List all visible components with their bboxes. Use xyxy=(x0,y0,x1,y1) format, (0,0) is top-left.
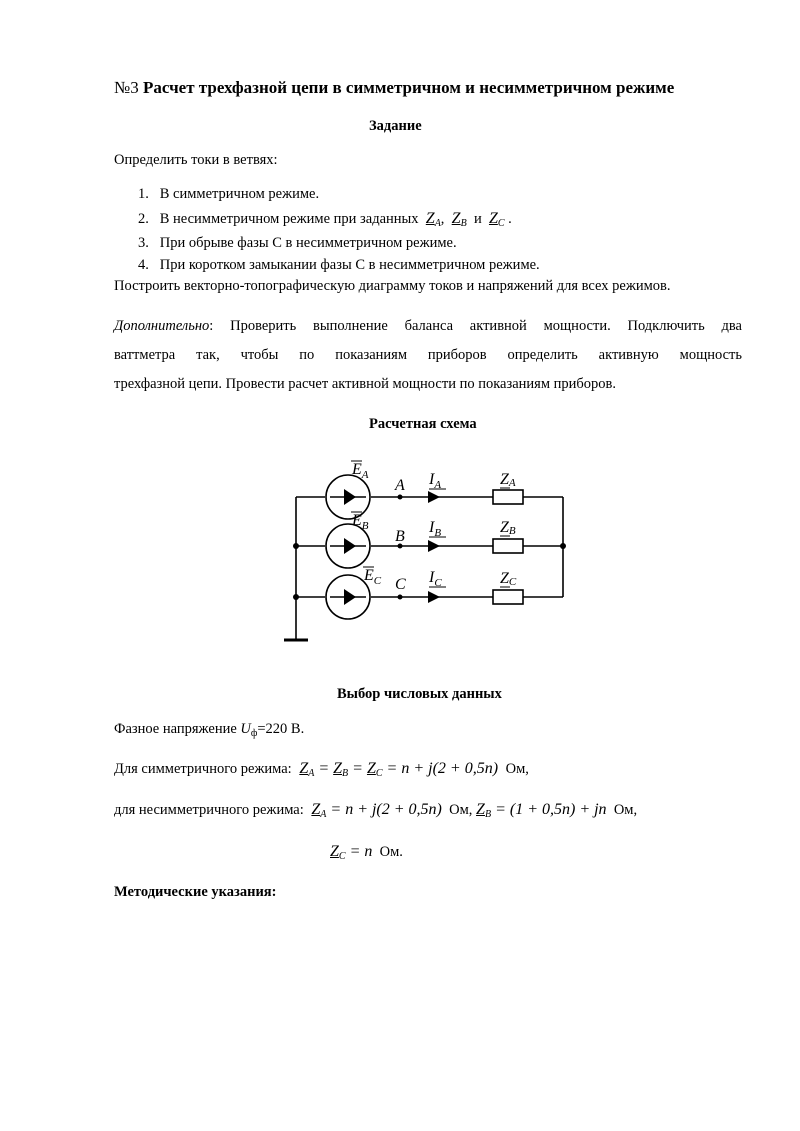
junction-node-left-b xyxy=(293,543,299,549)
emf-b-label: $E_B$ xyxy=(352,512,369,532)
title-number: №3 xyxy=(114,78,139,97)
phase-voltage-line: Фазное напряжение $U_ф=220$ В. xyxy=(114,721,305,739)
scheme-heading: Расчетная схема xyxy=(369,416,477,432)
extra-line-2: ваттметра так, чтобы по показаниям приборов определить активную мощность xyxy=(114,347,742,363)
load-c-resistor xyxy=(493,590,523,604)
node-b-label: B xyxy=(395,528,405,545)
current-arrow-b-icon xyxy=(428,540,440,552)
node-a-label: A xyxy=(395,477,405,494)
asymmetric-formula-line: для несимметричного режима: $Z_A = n + j(2 + 0,5n)$ Ом, $Z_B = (1 + 0,5n)$ + jn Ом, xyxy=(114,801,638,820)
symmetric-formula-line: Для симметричного режима: $Z_A = Z_B = Z_C = n + j(2 + 0,5n)$ Ом, xyxy=(114,760,529,779)
current-b-label: $I_B$ xyxy=(429,519,442,539)
extra-label: Дополнительно xyxy=(114,318,210,334)
emf-a-label: $E_A$ xyxy=(352,461,369,481)
list-item: 2. В несимметричном режиме при заданных $Z_A$, $Z_B$ и $Z_C$ . xyxy=(138,210,512,229)
load-a-label: ZA xyxy=(500,471,516,489)
source-a-icon xyxy=(326,475,370,519)
junction-node-right-b xyxy=(560,543,566,549)
load-a-resistor xyxy=(493,490,523,504)
z-a-symbol: $Z_A$ xyxy=(425,210,441,229)
list-item: 3. При обрыве фазы С в несимметричном режиме. xyxy=(138,235,457,251)
current-arrow-c-icon xyxy=(428,591,440,603)
intro-text: Определить токи в ветвях: xyxy=(114,152,278,168)
emf-c-label: $E_C$ xyxy=(364,567,382,587)
extra-line-1: Дополнительно: Проверить выполнение баланса активной мощности. Подключить два xyxy=(114,318,742,334)
z-c-symbol: $Z_C$ xyxy=(488,210,505,229)
load-b-label: ZB xyxy=(500,519,516,537)
extra-line-3: трехфазной цепи. Провести расчет активной мощности по показаниям приборов. xyxy=(114,376,617,392)
junction-node-left-c xyxy=(293,594,299,600)
current-a-label: $I_A$ xyxy=(429,471,442,491)
current-arrow-a-icon xyxy=(428,491,440,503)
list-item: 1. В симметричном режиме. xyxy=(138,186,320,202)
zc-formula-line: $Z_C = n$ Ом. xyxy=(330,843,403,862)
methods-heading: Методические указания: xyxy=(114,884,277,900)
load-b-resistor xyxy=(493,539,523,553)
title-text: Расчет трехфазной цепи в симметричном и несимметричном режиме xyxy=(142,78,675,97)
node-c xyxy=(398,595,403,600)
list-item: 4. При коротком замыкании фазы С в несимметричном режиме. xyxy=(138,257,540,273)
node-c-label: C xyxy=(395,576,406,593)
build-text: Построить векторно-топографическую диаграмму токов и напряжений для всех режимов. xyxy=(114,278,671,294)
task-heading: Задание xyxy=(369,118,422,134)
node-a xyxy=(398,495,403,500)
z-b-symbol: $Z_B$ xyxy=(451,210,467,229)
current-c-label: $I_C$ xyxy=(429,569,442,589)
load-c-label: ZC xyxy=(500,570,517,588)
data-heading: Выбор числовых данных xyxy=(337,686,502,702)
